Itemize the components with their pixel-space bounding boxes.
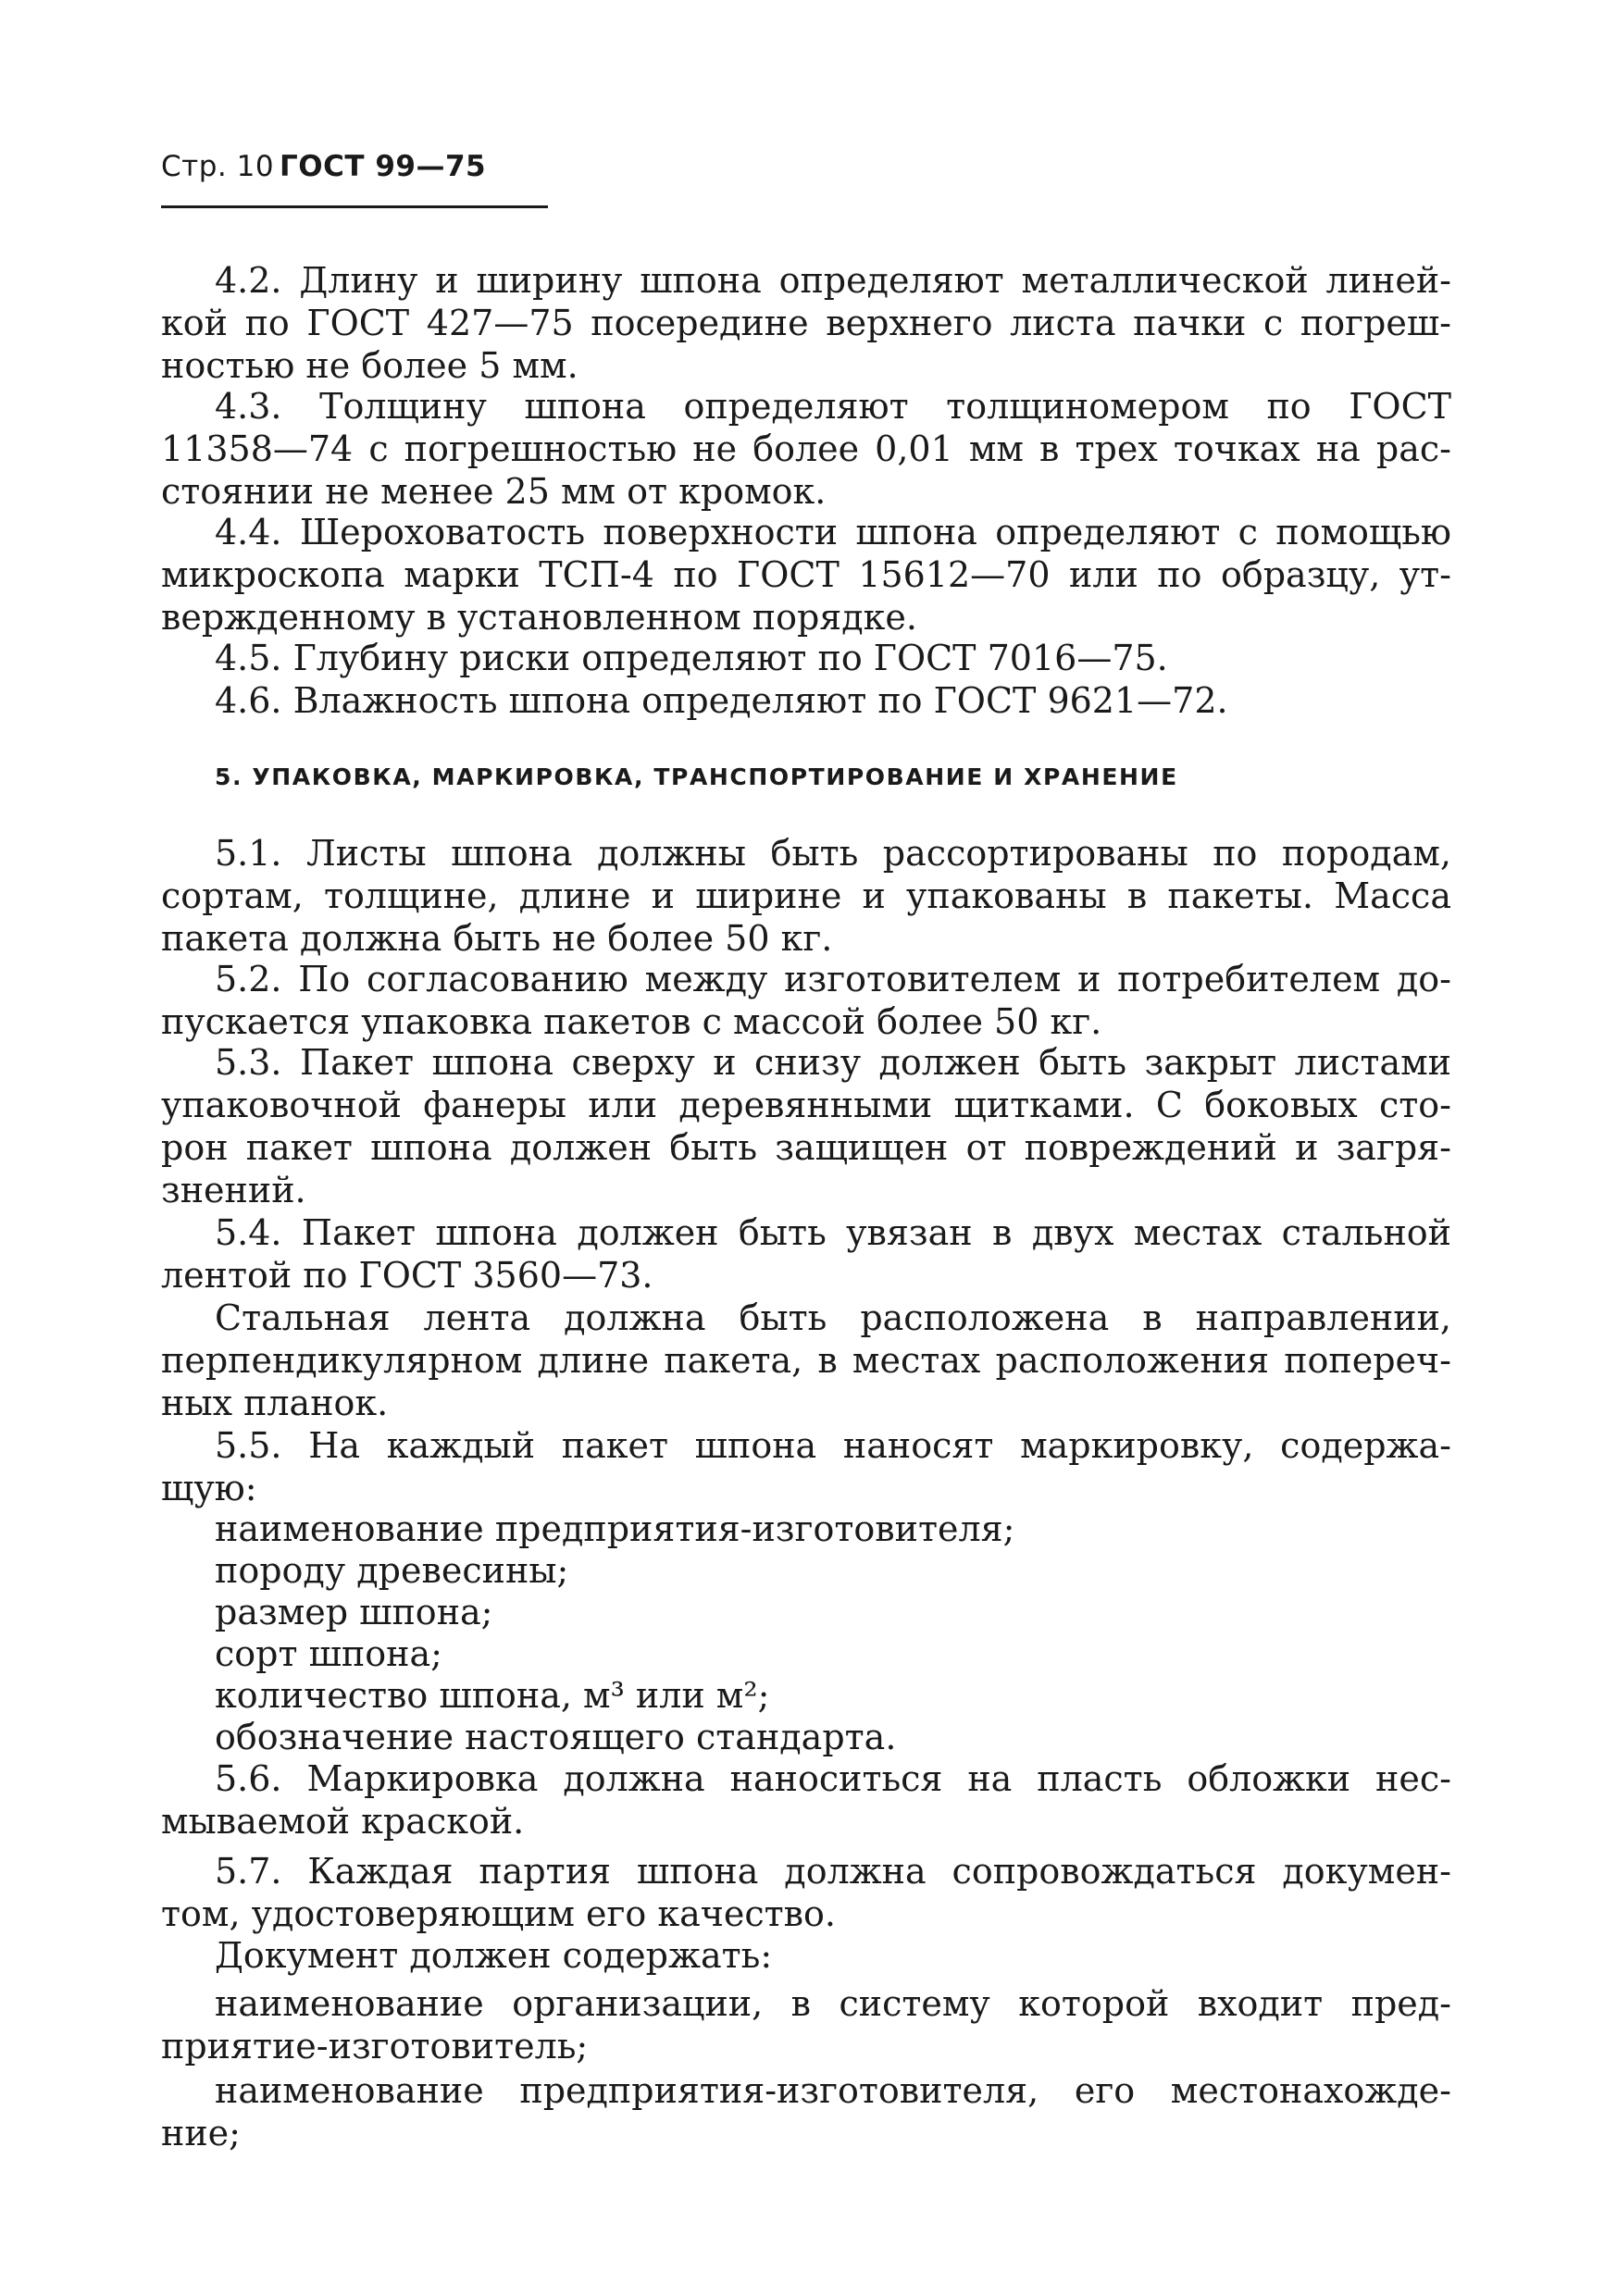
page-header <box>161 150 486 183</box>
text-line: упаковочной фанеры или деревянными щитками. С боковых сто- <box>161 1085 1451 1125</box>
text-line: 5.7. Каждая партия шпона должна сопровождаться докумен- <box>215 1851 1451 1892</box>
text-line: мываемой краской. <box>161 1801 525 1842</box>
text-line: 4.3. Толщину шпона определяют толщиномером по ГОСТ <box>215 386 1451 427</box>
text-line: микроскопа марки ТСП-4 по ГОСТ 15612—70 или по образцу, ут- <box>161 554 1451 595</box>
text-line: рон пакет шпона должен быть защищен от повреждений и загря- <box>161 1127 1451 1168</box>
text-line: стоянии не менее 25 мм от кромок. <box>161 471 827 512</box>
text-line: ностью не более 5 мм. <box>161 345 578 386</box>
text-line: том, удостоверяющим его качество. <box>161 1893 837 1934</box>
text-line: 5.2. По согласованию между изготовителем и потребителем до- <box>215 959 1451 999</box>
text-line: Документ должен содержать: <box>215 1935 773 1976</box>
text-line: пускается упаковка пакетов с массой более 50 кг. <box>161 1001 1102 1042</box>
list-item: наименование предприятия-изготовителя, его местонахожде- <box>215 2070 1451 2111</box>
list-item: наименование организации, в систему которой входит пред- <box>215 1983 1451 2024</box>
text-line: щую: <box>161 1468 257 1508</box>
text-line: ных планок. <box>161 1383 389 1423</box>
list-item: приятие-изготовитель; <box>161 2026 589 2066</box>
text-line: кой по ГОСТ 427—75 посередине верхнего листа пачки с погреш- <box>161 303 1451 343</box>
text-line: сортам, толщине, длине и ширине и упакованы в пакеты. Масса <box>161 875 1451 916</box>
text-line: 5.1. Листы шпона должны быть рассортированы по породам, <box>215 833 1451 874</box>
list-item: наименование предприятия-изготовителя; <box>215 1508 1015 1549</box>
text-line: вержденному в установленном порядке. <box>161 597 917 638</box>
list-item: обозначение настоящего стандарта. <box>215 1717 897 1757</box>
text-line: 4.6. Влажность шпона определяют по ГОСТ 9621—72. <box>215 680 1228 721</box>
text-line: перпендикулярном длине пакета, в местах расположения попереч- <box>161 1340 1451 1381</box>
text-line: лентой по ГОСТ 3560—73. <box>161 1255 653 1296</box>
text-line: пакета должна быть не более 50 кг. <box>161 918 833 959</box>
page-label: Стр. 10 <box>161 150 275 183</box>
text-line: 4.5. Глубину риски определяют по ГОСТ 7016—75. <box>215 638 1168 678</box>
section-heading: 5. УПАКОВКА, МАРКИРОВКА, ТРАНСПОРТИРОВАНИЕ И ХРАНЕНИЕ <box>215 763 1178 790</box>
text-line: 5.5. На каждый пакет шпона наносят маркировку, содержа- <box>215 1425 1451 1466</box>
list-item: размер шпона; <box>215 1592 493 1632</box>
text-line: 4.2. Длину и ширину шпона определяют металлической линей- <box>215 260 1451 301</box>
standard-number: ГОСТ 99—75 <box>280 150 487 183</box>
text-line: 5.3. Пакет шпона сверху и снизу должен быть закрыт листами <box>215 1042 1451 1083</box>
list-item: сорт шпона; <box>215 1633 442 1674</box>
text-line: 5.6. Маркировка должна наноситься на пласть обложки нес- <box>215 1758 1451 1799</box>
text-line: 11358—74 с погрешностью не более 0,01 мм в трех точках на рас- <box>161 428 1451 469</box>
header-rule <box>161 205 548 208</box>
text-line: 4.4. Шероховатость поверхности шпона определяют с помощью <box>215 512 1451 552</box>
text-line: знений. <box>161 1170 306 1210</box>
list-item: количество шпона, м³ или м²; <box>215 1675 770 1716</box>
list-item: ние; <box>161 2113 241 2153</box>
text-line: 5.4. Пакет шпона должен быть увязан в двух местах стальной <box>215 1212 1451 1253</box>
text-line: Стальная лента должна быть расположена в направлении, <box>215 1297 1451 1338</box>
list-item: породу древесины; <box>215 1550 569 1591</box>
